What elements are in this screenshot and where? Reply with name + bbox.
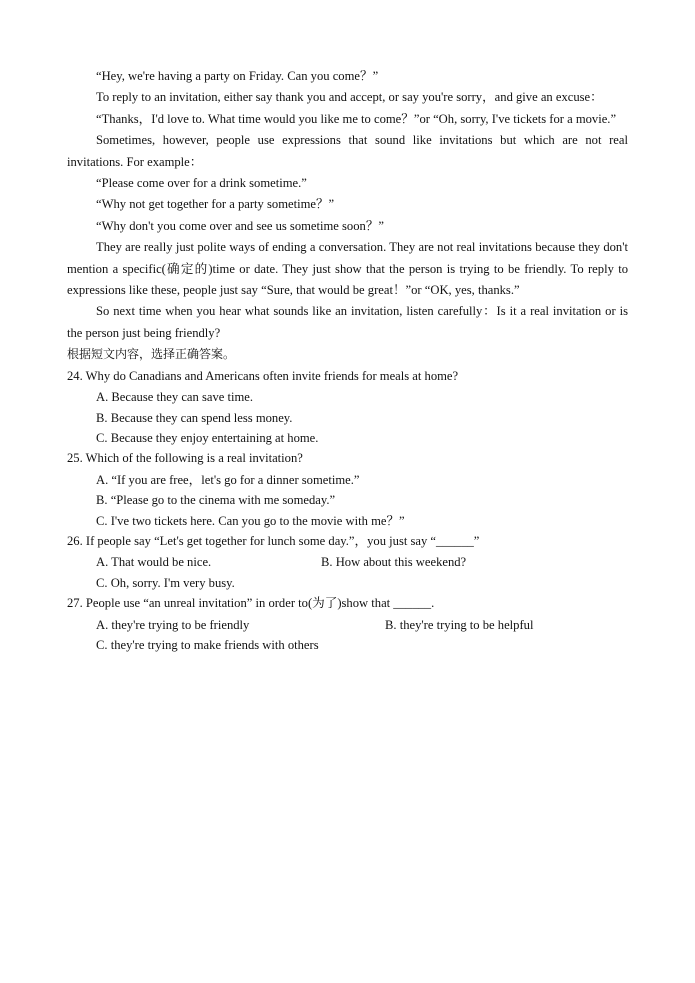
question-25	[67, 448, 628, 531]
passage-quote-2: “Why not get together for a party sometime？”	[96, 197, 335, 212]
passage-paragraph-example-reply: “Thanks，I'd love to. What time would you like me to come？”or “Oh, sorry, I've tickets for a movie.”	[96, 111, 617, 126]
option-b: B. Because they can spend less money.	[96, 410, 293, 425]
question-26	[67, 531, 628, 593]
option-row	[67, 552, 628, 572]
passage-paragraph-unreal: Sometimes, however, people use expressions that sound like invitations but which are not real invitations. For example：	[67, 133, 628, 169]
option-c: C. Because they enjoy entertaining at home.	[96, 430, 319, 445]
passage-paragraph-conclusion: So next time when you hear what sounds like an invitation, listen carefully：Is it a real invitation or is the person just being friendly?	[67, 304, 628, 340]
option-a: A. “If you are free，let's go for a dinner sometime.”	[96, 472, 360, 487]
question-27	[67, 593, 628, 655]
option-b: B. they're trying to be helpful	[385, 617, 534, 632]
option-b: B. How about this weekend?	[321, 555, 467, 570]
question-stem: 24. Why do Canadians and Americans often invite friends for meals at home?	[67, 368, 459, 383]
passage-opening-quote: “Hey, we're having a party on Friday. Can you come？”	[96, 69, 379, 83]
option-a: A. Because they can save time.	[96, 390, 254, 405]
option-c: C. I've two tickets here. Can you go to the movie with me？”	[96, 513, 405, 528]
option-a: A. That would be nice.	[96, 555, 212, 570]
reading-passage	[67, 66, 628, 655]
passage-paragraph-reply: To reply to an invitation, either say thank you and accept, or say you're sorry，and give an excuse：	[96, 90, 603, 105]
question-24	[67, 366, 628, 449]
passage-quote-3: “Why don't you come over and see us sometime soon？”	[96, 218, 385, 233]
passage-quote-1: “Please come over for a drink sometime.”	[96, 176, 307, 191]
question-stem: 27. People use “an unreal invitation” in order to(为了)show that ______.	[67, 596, 435, 611]
option-b: B. “Please go to the cinema with me someday.”	[96, 493, 336, 508]
option-c: C. they're trying to make friends with others	[96, 637, 319, 652]
question-instruction: 根据短文内容，选择正确答案。	[67, 347, 236, 362]
option-a: A. they're trying to be friendly	[96, 617, 250, 632]
question-stem: 25. Which of the following is a real invitation?	[67, 451, 303, 466]
option-c: C. Oh, sorry. I'm very busy.	[96, 575, 235, 590]
passage-paragraph-explanation: They are really just polite ways of ending a conversation. They are not real invitations because they don't mention a specific(确定的)time or date. They just show that the person is trying to be friendly. To reply to expressions like these, people just say “Sure, that would be great！”or “OK, yes, thanks.”	[67, 240, 628, 298]
question-stem: 26. If people say “Let's get together for lunch some day.”，you just say “______”	[67, 533, 480, 548]
option-row	[67, 615, 628, 635]
